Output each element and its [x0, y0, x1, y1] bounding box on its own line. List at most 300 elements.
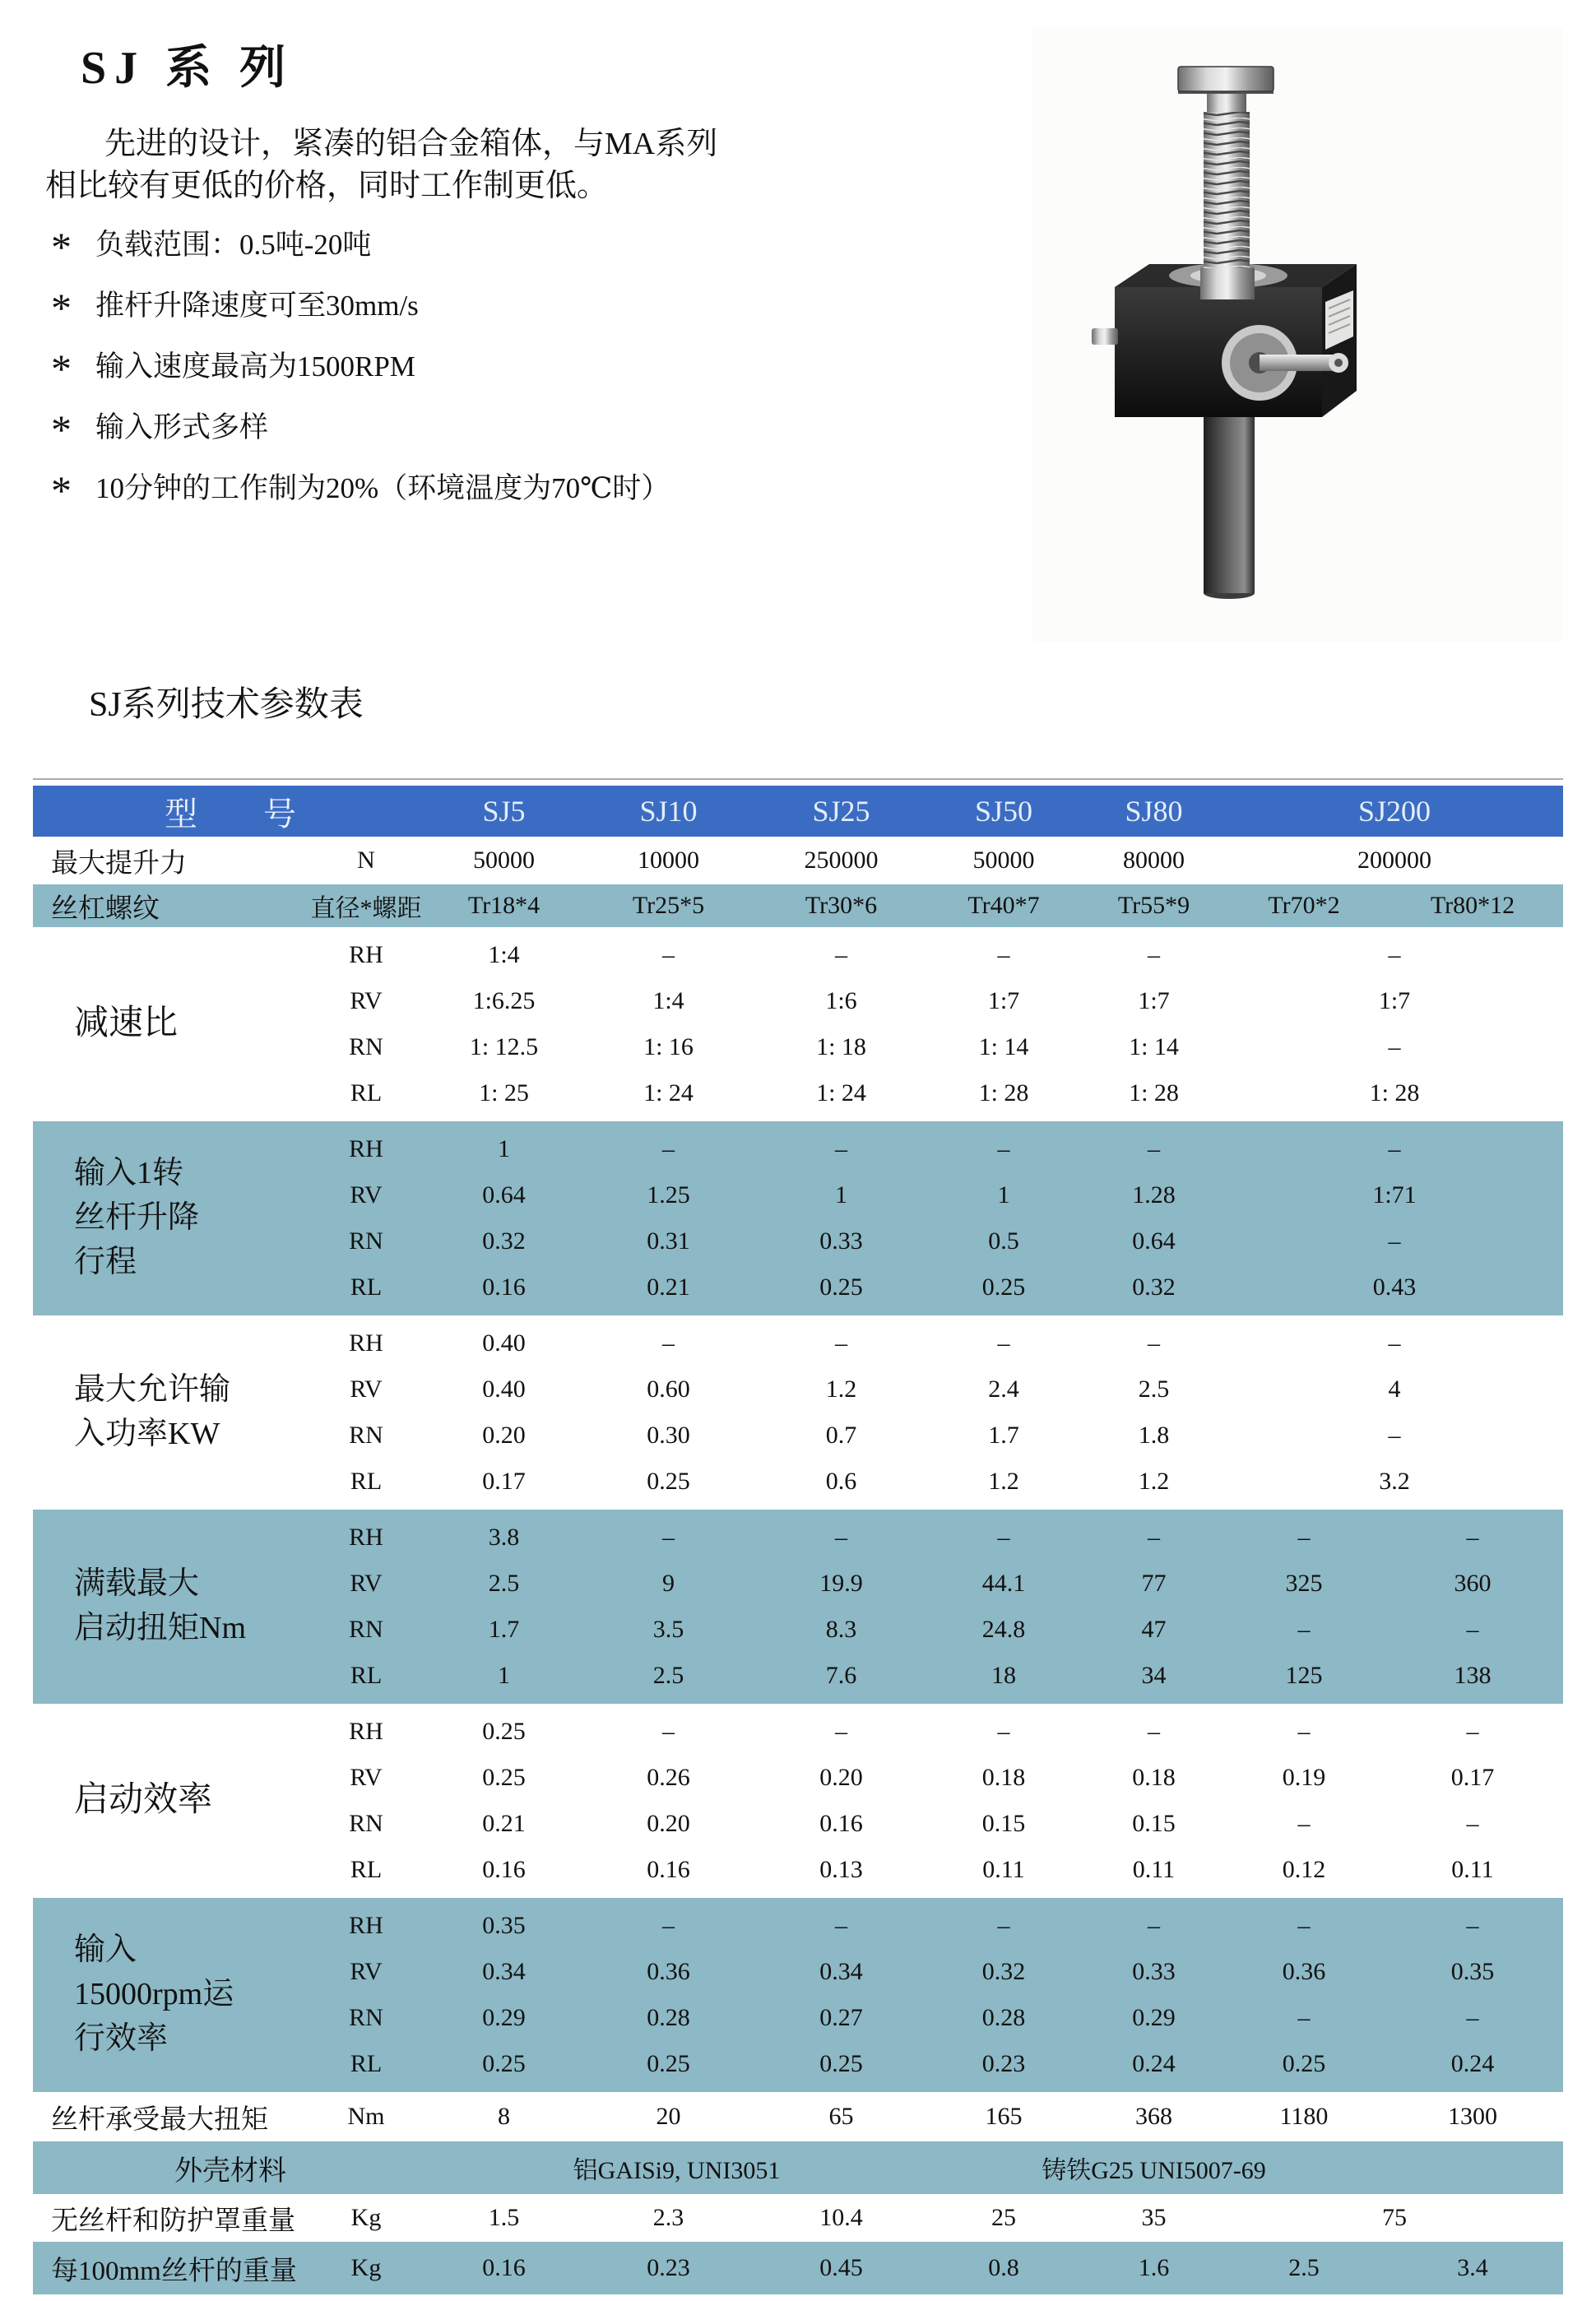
spec-cell: –: [1466, 1912, 1479, 1939]
spec-cell: –: [997, 1135, 1010, 1162]
table-section: [33, 1704, 1563, 1898]
spec-cell: 铸铁G25 UNI5007-69: [1042, 2157, 1266, 2184]
spec-cell: 4: [1388, 1375, 1401, 1403]
spec-table-header: [33, 786, 1563, 837]
spec-cell: 0.5: [988, 1227, 1019, 1255]
spec-cell: 1.8: [1138, 1422, 1170, 1449]
spec-cell: –: [1148, 1329, 1160, 1357]
spec-cell: 1300: [1448, 2103, 1497, 2130]
table-row: [33, 1653, 1563, 1699]
spec-cell: 1.7: [488, 1616, 520, 1643]
spec-cell: 0.34: [482, 1958, 526, 1985]
table-section: [33, 1510, 1563, 1704]
section-label: [33, 1562, 304, 1651]
row-label: 无丝杆和防护罩重量: [51, 2206, 295, 2236]
spec-cell: –: [1388, 1422, 1401, 1449]
spec-cell: 1: 28: [1369, 1079, 1420, 1106]
spec-cell: –: [662, 1912, 675, 1939]
row-key: RN: [349, 1810, 383, 1837]
spec-cell: 1.28: [1132, 1181, 1176, 1208]
row-key: RV: [350, 987, 383, 1014]
spec-cell: 8.3: [825, 1616, 857, 1643]
feature-list: [51, 212, 956, 517]
row-key: RV: [350, 1375, 383, 1403]
spec-table: [33, 786, 1563, 2294]
spec-cell: 200000: [1357, 847, 1431, 874]
section-label: [33, 1776, 304, 1825]
spec-cell: 0.31: [647, 1227, 690, 1255]
spec-cell: 0.25: [647, 2050, 690, 2077]
spec-cell: 0.16: [482, 2254, 526, 2281]
spec-cell: Tr70*2: [1268, 892, 1340, 919]
spec-cell: 1: 12.5: [469, 1033, 539, 1060]
section-label-line: 减速比: [74, 1004, 179, 1043]
spec-cell: 0.16: [482, 1856, 526, 1883]
spec-cell: 0.18: [1132, 1764, 1176, 1791]
spec-cell: 0.45: [819, 2254, 863, 2281]
asterisk-marker: *: [51, 406, 72, 452]
table-section: [33, 1315, 1563, 1510]
spec-cell: –: [1148, 1718, 1160, 1745]
spec-cell: –: [662, 1524, 675, 1551]
spec-cell: 0.16: [819, 1810, 863, 1837]
page-title: SJ 系 列: [81, 43, 295, 94]
spec-cell: 0.17: [1450, 1764, 1495, 1791]
spec-cell: 368: [1135, 2103, 1172, 2130]
spec-cell: 0.21: [482, 1810, 526, 1837]
row-key: RN: [349, 1227, 383, 1255]
spec-cell: 34: [1141, 1662, 1167, 1689]
spec-cell: 0.40: [482, 1375, 526, 1403]
section-label-line: 满载最大: [74, 1566, 200, 1602]
col-header: SJ10: [639, 795, 698, 828]
spec-cell: 1: 18: [816, 1033, 866, 1060]
spec-cell: 0.24: [1132, 2050, 1176, 2077]
row-key: RL: [350, 2050, 383, 2077]
row-key: RL: [350, 1079, 383, 1106]
row-key: RL: [350, 1273, 383, 1301]
col-header: SJ25: [812, 795, 870, 828]
row-key: RH: [349, 1718, 383, 1745]
section-label-line: 输入1转: [74, 1156, 184, 1191]
spec-cell: 7.6: [825, 1662, 857, 1689]
spec-cell: Tr80*12: [1430, 892, 1515, 919]
spec-cell: 1.25: [647, 1181, 690, 1208]
section-label: [33, 1368, 304, 1457]
spec-cell: 1:7: [987, 987, 1020, 1014]
spec-cell: –: [1466, 2004, 1479, 2031]
intro-line: 相比较有更低的价格，同时工作制更低。: [45, 169, 609, 203]
spec-cell: 1: 14: [978, 1033, 1029, 1060]
spec-cell: 9: [662, 1570, 675, 1597]
section-label-line: 入功率KW: [74, 1417, 220, 1451]
spec-cell: 2.5: [488, 1570, 520, 1597]
spec-cell: 0.33: [819, 1227, 863, 1255]
table-title: SJ系列技术参数表: [89, 686, 364, 724]
feature-item: [51, 273, 956, 334]
col-header-model: 型 号: [165, 795, 296, 833]
spec-cell: 1: [835, 1181, 847, 1208]
section-label: [33, 1000, 304, 1049]
spec-cell: 0.60: [647, 1375, 690, 1403]
spec-cell: –: [1466, 1616, 1479, 1643]
row-key: RL: [350, 1856, 383, 1883]
row-key: RH: [349, 1329, 383, 1357]
spec-cell: 1: 16: [643, 1033, 694, 1060]
row-key: RH: [349, 1912, 383, 1939]
spec-cell: 1: 14: [1129, 1033, 1179, 1060]
spec-cell: 2.5: [1138, 1375, 1170, 1403]
col-header: SJ200: [1357, 795, 1431, 828]
spec-cell: 24.8: [981, 1616, 1026, 1643]
spec-cell: –: [662, 1718, 675, 1745]
spec-cell: 1: 28: [978, 1079, 1029, 1106]
spec-cell: 3.5: [652, 1616, 684, 1643]
table-row: [33, 2092, 1563, 2141]
feature-item: [51, 395, 956, 456]
spec-cell: 65: [828, 2103, 854, 2130]
table-row: [33, 932, 1563, 978]
spec-cell: 2.4: [988, 1375, 1019, 1403]
spec-cell: 0.36: [1282, 1958, 1326, 1985]
spec-cell: 1:6: [825, 987, 857, 1014]
spec-cell: 0.25: [981, 1273, 1026, 1301]
spec-cell: 0.25: [1282, 2050, 1326, 2077]
row-key: RH: [349, 941, 383, 968]
spec-cell: –: [835, 1524, 847, 1551]
spec-cell: –: [997, 1912, 1010, 1939]
row-key: RN: [349, 1616, 383, 1643]
spec-cell: 3.8: [488, 1524, 520, 1551]
spec-cell: 0.28: [981, 2004, 1026, 2031]
spec-cell: 1: 24: [816, 1079, 866, 1106]
spec-cell: Tr55*9: [1117, 892, 1190, 919]
row-key: RV: [350, 1570, 383, 1597]
spec-cell: 77: [1141, 1570, 1167, 1597]
spec-cell: 0.20: [482, 1422, 526, 1449]
spec-cell: –: [1148, 1135, 1160, 1162]
spec-cell: –: [1297, 1912, 1311, 1939]
feature-item: [51, 334, 956, 395]
product-image: [1032, 29, 1563, 642]
spec-cell: –: [1297, 1616, 1311, 1643]
spec-cell: 2.5: [1288, 2254, 1320, 2281]
spec-cell: –: [835, 1135, 847, 1162]
spec-cell: 2.5: [652, 1662, 684, 1689]
spec-cell: –: [997, 1718, 1010, 1745]
spec-cell: –: [1466, 1524, 1479, 1551]
spec-cell: 0.7: [825, 1422, 857, 1449]
row-unit: Kg: [350, 2204, 382, 2231]
spec-cell: –: [1297, 1810, 1311, 1837]
spec-cell: Tr25*5: [632, 892, 705, 919]
spec-cell: 1:71: [1372, 1181, 1417, 1208]
spec-cell: –: [997, 941, 1010, 968]
spec-cell: 1: 28: [1129, 1079, 1179, 1106]
col-header: SJ80: [1125, 795, 1183, 828]
spec-cell: 2.3: [652, 2204, 684, 2231]
spec-cell: –: [1297, 2004, 1311, 2031]
spec-cell: 0.12: [1282, 1856, 1326, 1883]
row-key: RL: [350, 1662, 383, 1689]
table-row: [33, 2242, 1563, 2294]
spec-cell: 0.8: [988, 2254, 1019, 2281]
feature-text: 10分钟的工作制为20%（环境温度为70℃时）: [95, 472, 670, 504]
feature-text: 推杆升降速度可至30mm/s: [95, 290, 419, 322]
spec-cell: 1.5: [488, 2204, 520, 2231]
row-key: RV: [350, 1181, 383, 1208]
row-unit: Kg: [350, 2254, 382, 2281]
spec-cell: –: [1388, 1329, 1401, 1357]
spec-cell: 0.36: [647, 1958, 690, 1985]
section-label-line: 最大允许输: [74, 1372, 231, 1408]
section-label-line: 15000rpm运: [74, 1977, 234, 2012]
spec-cell: 0.18: [981, 1764, 1026, 1791]
spec-cell: –: [997, 1329, 1010, 1357]
spec-cell: 0.64: [482, 1181, 526, 1208]
spec-cell: 铝GAISi9, UNI3051: [573, 2157, 781, 2184]
spec-cell: 0.32: [981, 1958, 1026, 1985]
feature-item: [51, 456, 956, 517]
table-row: [33, 1070, 1563, 1116]
table-row: [33, 1459, 1563, 1505]
spec-cell: 1.2: [1138, 1468, 1170, 1495]
spec-cell: 1:7: [1378, 987, 1411, 1014]
table-top-rule: [33, 778, 1563, 780]
spec-cell: 1: [498, 1662, 510, 1689]
table-row: [33, 837, 1563, 884]
spec-cell: 1: 25: [479, 1079, 529, 1106]
spec-cell: 0.17: [482, 1468, 526, 1495]
table-section: [33, 2242, 1563, 2294]
section-label: [33, 1928, 304, 2062]
spec-cell: 0.35: [482, 1912, 526, 1939]
spec-cell: 1:4: [488, 941, 520, 968]
row-key: RH: [349, 1135, 383, 1162]
asterisk-marker: *: [51, 285, 72, 331]
spec-cell: –: [1388, 1227, 1401, 1255]
spec-cell: 0.11: [1132, 1856, 1176, 1883]
spec-cell: 0.30: [647, 1422, 690, 1449]
spec-cell: 0.32: [482, 1227, 526, 1255]
spec-cell: 0.32: [1132, 1273, 1176, 1301]
spec-cell: –: [1148, 1912, 1160, 1939]
spec-cell: Tr40*7: [967, 892, 1040, 919]
table-row: [33, 2141, 1563, 2194]
spec-cell: 0.43: [1372, 1273, 1417, 1301]
row-key: RN: [349, 2004, 383, 2031]
spec-cell: –: [835, 941, 847, 968]
spec-cell: Tr30*6: [805, 892, 878, 919]
spec-cell: 0.25: [482, 1764, 526, 1791]
spec-cell: –: [835, 1912, 847, 1939]
spec-cell: 1:6.25: [472, 987, 536, 1014]
table-section: [33, 2194, 1563, 2242]
spec-cell: 165: [985, 2103, 1023, 2130]
table-section: [33, 884, 1563, 927]
row-key: RH: [349, 1524, 383, 1551]
section-label-line: 行效率: [74, 2020, 169, 2056]
asterisk-marker: *: [51, 346, 72, 392]
spec-cell: –: [662, 941, 675, 968]
spec-cell: 360: [1454, 1570, 1492, 1597]
spec-cell: –: [835, 1329, 847, 1357]
section-label-line: 输入: [74, 1932, 137, 1968]
spec-cell: 8: [498, 2103, 510, 2130]
spec-cell: 0.64: [1132, 1227, 1176, 1255]
spec-cell: 0.20: [819, 1764, 863, 1791]
asterisk-marker: *: [51, 224, 72, 270]
spec-cell: 125: [1285, 1662, 1323, 1689]
spec-cell: 0.21: [647, 1273, 690, 1301]
row-key: RL: [350, 1468, 383, 1495]
spec-cell: 250000: [804, 847, 879, 874]
spec-cell: 80000: [1123, 847, 1185, 874]
table-row: [33, 1320, 1563, 1366]
spec-cell: 0.28: [647, 2004, 690, 2031]
spec-cell: 3.4: [1457, 2254, 1488, 2281]
spec-cell: –: [662, 1135, 675, 1162]
spec-cell: 44.1: [981, 1570, 1026, 1597]
table-section: [33, 2092, 1563, 2141]
spec-cell: 1.7: [988, 1422, 1019, 1449]
spec-cell: 10.4: [819, 2204, 863, 2231]
spec-cell: 0.23: [981, 2050, 1026, 2077]
table-section: [33, 837, 1563, 884]
spec-cell: 0.23: [647, 2254, 690, 2281]
row-label: 丝杆承受最大扭矩: [51, 2104, 268, 2135]
feature-text: 输入速度最高为1500RPM: [95, 350, 415, 383]
spec-cell: 0.24: [1450, 2050, 1495, 2077]
table-row: [33, 1847, 1563, 1893]
spec-cell: –: [1466, 1718, 1479, 1745]
spec-cell: 18: [991, 1662, 1016, 1689]
spec-cell: –: [1388, 1033, 1401, 1060]
spec-cell: 0.29: [482, 2004, 526, 2031]
spec-cell: 0.35: [1450, 1958, 1495, 1985]
feature-text: 负载范围：0.5吨-20吨: [95, 229, 372, 261]
table-section: [33, 1898, 1563, 2092]
spec-cell: 0.25: [482, 1718, 526, 1745]
intro-line: 先进的设计，紧凑的铝合金箱体，与MA系列: [104, 127, 718, 161]
row-unit: N: [357, 847, 375, 874]
spec-cell: 0.25: [482, 2050, 526, 2077]
row-label: 外壳材料: [174, 2155, 286, 2187]
spec-cell: 50000: [972, 847, 1035, 874]
row-label: 每100mm丝杆的重量: [51, 2256, 297, 2286]
screw-jack-illustration: [1032, 29, 1563, 642]
spec-cell: 10000: [638, 847, 699, 874]
spec-cell: 50000: [473, 847, 535, 874]
spec-cell: –: [1388, 1135, 1401, 1162]
table-row: [33, 1515, 1563, 1561]
spec-cell: 20: [656, 2103, 681, 2130]
spec-cell: 0.26: [647, 1764, 690, 1791]
col-header: SJ5: [482, 795, 526, 828]
spec-cell: 0.11: [982, 1856, 1025, 1883]
spec-cell: 1: 24: [643, 1079, 694, 1106]
spec-cell: 0.11: [1451, 1856, 1494, 1883]
table-section: [33, 927, 1563, 1121]
table-row: [33, 2194, 1563, 2242]
spec-cell: 0.19: [1282, 1764, 1326, 1791]
spec-cell: 0.25: [819, 2050, 863, 2077]
spec-cell: –: [1297, 1718, 1311, 1745]
spec-cell: 35: [1141, 2204, 1167, 2231]
spec-cell: –: [1388, 941, 1401, 968]
spec-cell: –: [997, 1524, 1010, 1551]
spec-cell: Tr18*4: [467, 892, 541, 919]
spec-cell: 0.6: [825, 1468, 857, 1495]
spec-cell: –: [1297, 1524, 1311, 1551]
spec-cell: 75: [1382, 2204, 1407, 2231]
row-unit: Nm: [347, 2103, 385, 2130]
spec-cell: 1180: [1279, 2103, 1329, 2130]
col-header: SJ50: [974, 795, 1033, 828]
row-key: RN: [349, 1033, 383, 1060]
row-label: 丝杠螺纹: [51, 893, 160, 924]
spec-cell: 1:4: [652, 987, 684, 1014]
spec-cell: –: [835, 1718, 847, 1745]
spec-cell: 138: [1454, 1662, 1492, 1689]
spec-cell: 0.25: [819, 1273, 863, 1301]
spec-cell: 1.6: [1138, 2254, 1170, 2281]
section-label-line: 启动效率: [74, 1781, 213, 1820]
row-key: RV: [350, 1958, 383, 1985]
spec-cell: –: [1466, 1810, 1479, 1837]
intro-paragraph: [45, 123, 786, 207]
spec-cell: 47: [1141, 1616, 1167, 1643]
spec-cell: 0.33: [1132, 1958, 1176, 1985]
spec-cell: 0.34: [819, 1958, 863, 1985]
spec-cell: –: [1148, 1524, 1160, 1551]
spec-cell: 0.15: [981, 1810, 1026, 1837]
table-row: [33, 1709, 1563, 1755]
feature-item: [51, 212, 956, 273]
spec-cell: –: [662, 1329, 675, 1357]
spec-cell: 19.9: [819, 1570, 863, 1597]
table-row: [33, 884, 1563, 927]
row-unit: 直径*螺距: [310, 895, 422, 922]
table-section: [33, 1121, 1563, 1315]
spec-cell: 1:7: [1138, 987, 1170, 1014]
spec-cell: 0.25: [647, 1468, 690, 1495]
spec-cell: 0.16: [482, 1273, 526, 1301]
section-label: [33, 1152, 304, 1285]
section-label-line: 行程: [74, 1244, 137, 1279]
spec-cell: 1.2: [825, 1375, 857, 1403]
spec-cell: 1: [498, 1135, 510, 1162]
spec-cell: 1.2: [988, 1468, 1019, 1495]
feature-text: 输入形式多样: [95, 411, 269, 443]
spec-cell: 0.29: [1132, 2004, 1176, 2031]
section-label-line: 启动扭矩Nm: [74, 1611, 247, 1645]
spec-cell: 25: [991, 2204, 1016, 2231]
row-label: 最大提升力: [51, 848, 187, 879]
spec-cell: 0.16: [647, 1856, 690, 1883]
spec-cell: 0.40: [482, 1329, 526, 1357]
spec-cell: 0.15: [1132, 1810, 1176, 1837]
table-section: [33, 2141, 1563, 2194]
asterisk-marker: *: [51, 467, 72, 513]
spec-cell: 3.2: [1379, 1468, 1410, 1495]
spec-cell: 0.13: [819, 1856, 863, 1883]
spec-cell: 0.20: [647, 1810, 690, 1837]
spec-cell: 325: [1285, 1570, 1323, 1597]
row-key: RN: [349, 1422, 383, 1449]
spec-cell: –: [1148, 941, 1160, 968]
row-key: RV: [350, 1764, 383, 1791]
